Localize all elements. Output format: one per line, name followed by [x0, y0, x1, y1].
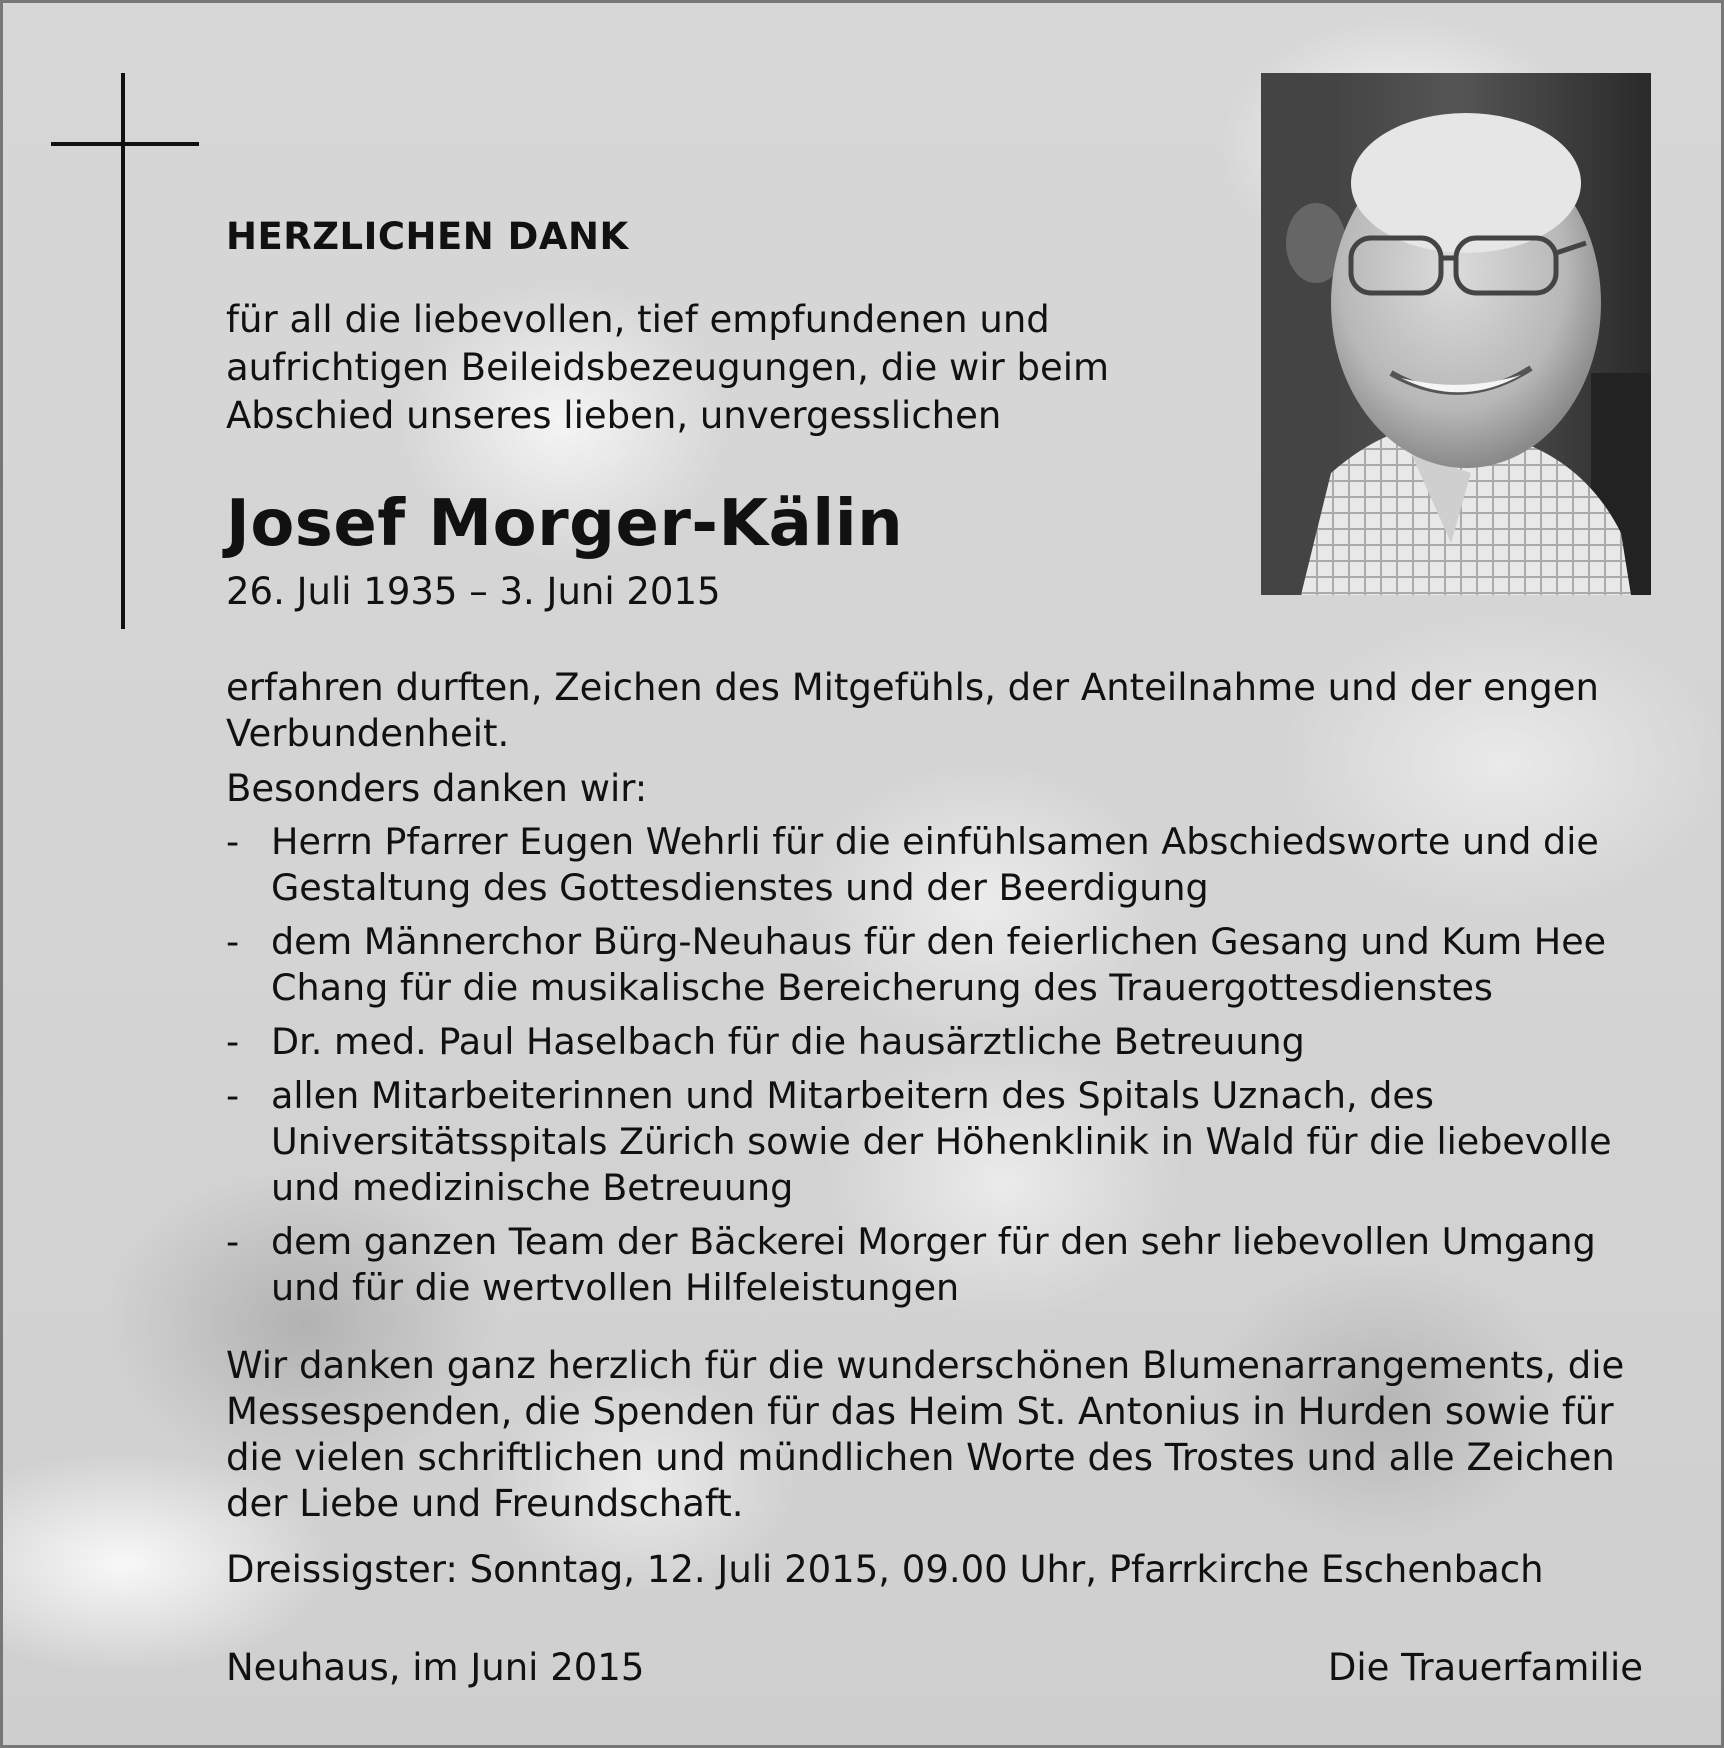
list-item-text: dem Männerchor Bürg-Neuhaus für den feierlichen Gesang und Kum Hee Chang für die musikalische Bereicherung des Trauergottesdienstes: [271, 920, 1607, 1009]
thanks-intro: Besonders danken wir:: [226, 767, 648, 810]
list-item: [226, 1073, 1666, 1211]
paragraph-1: erfahren durften, Zeichen des Mitgefühls, der Anteilnahme und der engen Verbundenheit.: [226, 666, 1599, 755]
bullet: -: [226, 820, 240, 863]
heading: HERZLICHEN DANK: [226, 215, 629, 258]
thanks-list: [226, 819, 1666, 1319]
place-date: Neuhaus, im Juni 2015: [226, 1646, 645, 1689]
deceased-name: Josef Morger-Kälin: [226, 487, 904, 561]
list-item-text: Herrn Pfarrer Eugen Wehrli für die einfühlsamen Abschiedsworte und die Gestaltung des Gottesdienstes und der Beerdigung: [271, 820, 1599, 909]
bullet: -: [226, 920, 240, 963]
memorial-service: Dreissigster: Sonntag, 12. Juli 2015, 09.00 Uhr, Pfarrkirche Eschenbach: [226, 1548, 1544, 1591]
list-item-text: Dr. med. Paul Haselbach für die hausärztliche Betreuung: [271, 1020, 1305, 1063]
cross-icon-bar: [51, 142, 199, 146]
bullet: -: [226, 1074, 240, 1117]
list-item: [226, 919, 1666, 1011]
list-item: [226, 1219, 1666, 1311]
cross-icon: [121, 73, 125, 629]
signature: Die Trauerfamilie: [1327, 1646, 1643, 1689]
bullet: -: [226, 1020, 240, 1063]
list-item-text: allen Mitarbeiterinnen und Mitarbeitern des Spitals Uznach, des Universitätsspitals Zürich sowie der Höhenklinik in Wald für die liebevolle und medizinische Betreuung: [271, 1074, 1612, 1209]
paragraph-2: Wir danken ganz herzlich für die wunderschönen Blumenarrangements, die Messespenden, die Spenden für das Heim St. Antonius in Hurden sowie für die vielen schriftlichen und mündlichen Worte des Trostes und alle Zeichen der Liebe und Freundschaft.: [226, 1344, 1625, 1525]
intro-text: für all die liebevollen, tief empfundenen und aufrichtigen Beileidsbezeugungen, die wir beim Abschied unseres lieben, unvergesslichen: [226, 298, 1110, 437]
bullet: -: [226, 1220, 240, 1263]
list-item: [226, 1019, 1666, 1065]
list-item: [226, 819, 1666, 911]
list-item-text: dem ganzen Team der Bäckerei Morger für den sehr liebevollen Umgang und für die wertvollen Hilfeleistungen: [271, 1220, 1596, 1309]
portrait-photo: [1261, 73, 1651, 595]
life-dates: 26. Juli 1935 – 3. Juni 2015: [226, 570, 721, 613]
